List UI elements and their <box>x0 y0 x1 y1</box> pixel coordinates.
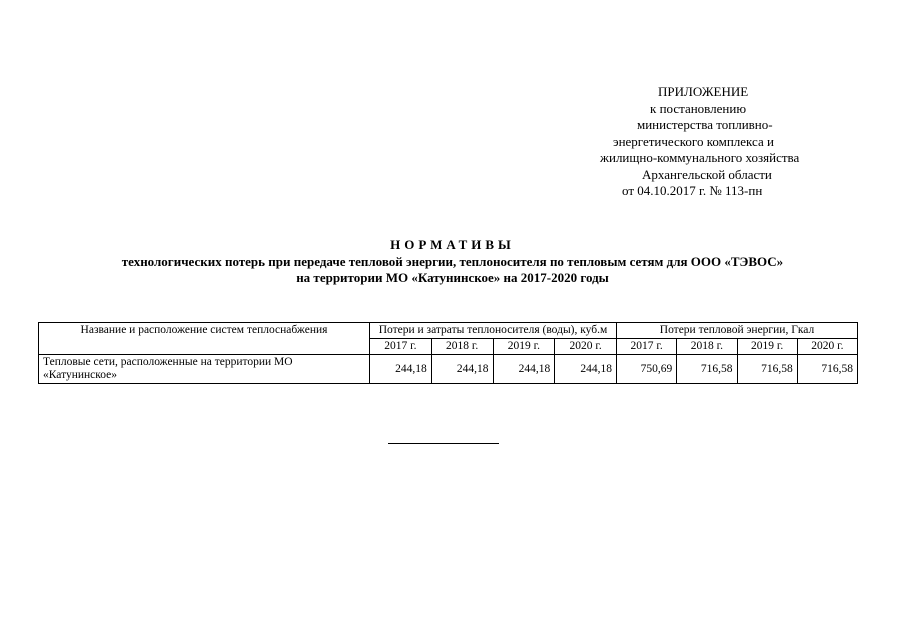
value-cell: 244,18 <box>370 355 432 384</box>
year-cell: 2018 г. <box>677 339 737 355</box>
appendix-line: жилищно-коммунального хозяйства <box>600 150 800 165</box>
year-cell: 2019 г. <box>493 339 555 355</box>
value-cell: 716,58 <box>797 355 857 384</box>
year-cell: 2017 г. <box>370 339 432 355</box>
year-cell: 2020 г. <box>797 339 857 355</box>
value-cell: 716,58 <box>677 355 737 384</box>
col-header-coolant-losses: Потери и затраты теплоносителя (воды), куб.м <box>370 323 617 339</box>
value-cell: 244,18 <box>431 355 493 384</box>
appendix-block <box>590 84 840 200</box>
appendix-line: к постановлению <box>650 100 747 116</box>
year-cell: 2019 г. <box>737 339 797 355</box>
table-row <box>39 355 858 384</box>
norms-table <box>38 322 858 384</box>
col-header-system: Название и расположение систем теплоснабжения <box>39 323 370 355</box>
year-cell: 2018 г. <box>431 339 493 355</box>
table-header-row <box>39 323 858 339</box>
title-line-2: на территории МО «Катунинское» на 2017-2020 годы <box>296 270 609 285</box>
title-word: НОРМАТИВЫ <box>390 237 515 252</box>
title-line-1: технологических потерь при передаче тепловой энергии, теплоносителя по тепловым сетям для ООО «ТЭВОС» <box>121 254 784 269</box>
appendix-date: от 04.10.2017 г. № 113-пн <box>622 183 763 198</box>
value-cell: 750,69 <box>617 355 677 384</box>
value-cell: 244,18 <box>555 355 617 384</box>
end-divider <box>388 443 499 444</box>
row-system-name: Тепловые сети, расположенные на территории МО «Катунинское» <box>39 355 370 384</box>
appendix-line: энергетического комплекса и <box>613 133 774 149</box>
appendix-line: Архангельской области <box>642 166 772 182</box>
appendix-title: ПРИЛОЖЕНИЕ <box>658 84 749 99</box>
appendix-line: министерства топливно- <box>637 117 773 132</box>
value-cell: 244,18 <box>493 355 555 384</box>
col-header-heat-losses: Потери тепловой энергии, Гкал <box>617 323 858 339</box>
document-title <box>0 237 905 286</box>
value-cell: 716,58 <box>737 355 797 384</box>
year-cell: 2020 г. <box>555 339 617 355</box>
year-cell: 2017 г. <box>617 339 677 355</box>
